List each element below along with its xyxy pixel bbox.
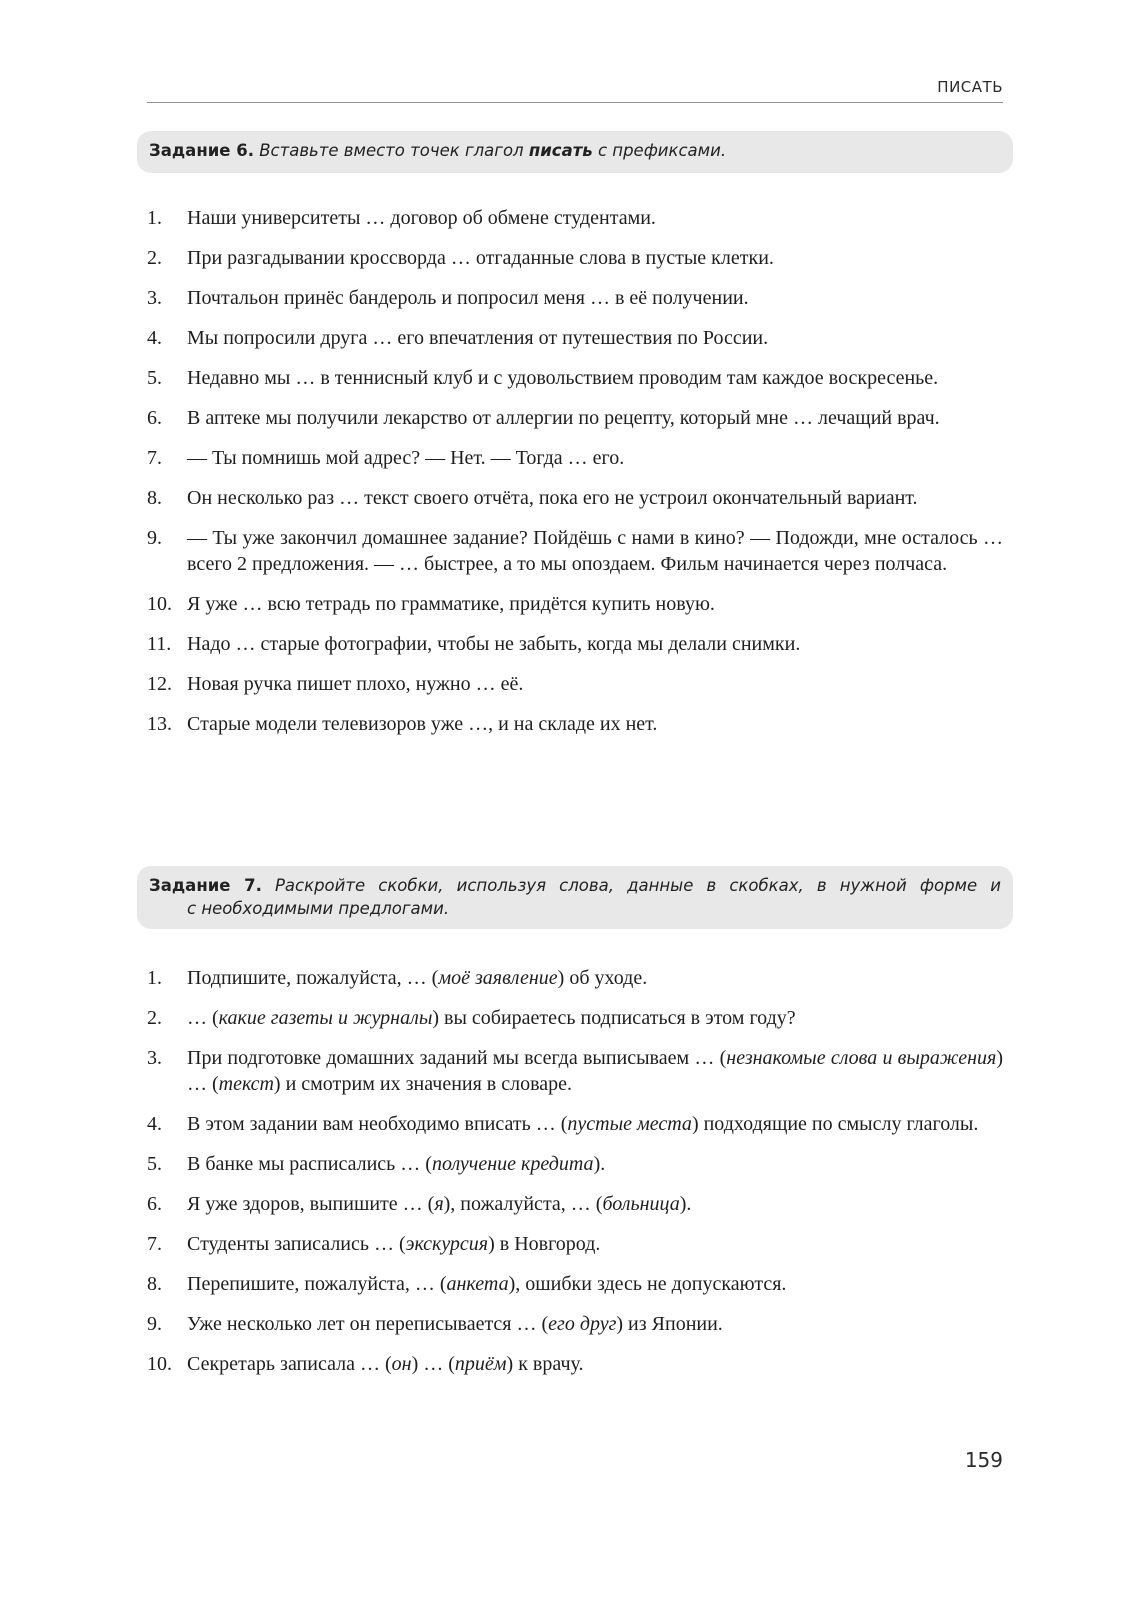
bracket-word: больница <box>602 1193 680 1215</box>
text-fragment: ), пожалуйста, … ( <box>443 1193 603 1215</box>
text-fragment: ) и смотрим их значения в словаре. <box>273 1073 573 1095</box>
item-text: При разгадывании кроссворда … отгаданные слова в пустые клетки. <box>187 247 774 269</box>
task-6-instruction: Вставьте вместо точек глагол писать с префиксами. <box>259 141 727 160</box>
list-item <box>147 1005 1003 1031</box>
text-fragment: ). <box>679 1193 692 1215</box>
item-text <box>187 1231 1003 1257</box>
item-number: 12. <box>147 673 172 695</box>
running-title: ПИСАТЬ <box>937 78 1003 96</box>
page-header <box>147 76 1003 103</box>
item-text: Он несколько раз … текст своего отчёта, пока его не устроил окончательный вариант. <box>187 487 918 509</box>
item-number: 5. <box>147 367 162 389</box>
task-6-list <box>147 205 1003 751</box>
bracket-word: его друг <box>548 1313 617 1335</box>
list-item <box>147 325 1003 351</box>
text-fragment: Уже несколько лет он переписывается … ( <box>187 1313 549 1335</box>
text-fragment: ) к врачу. <box>506 1353 584 1375</box>
item-text <box>187 1271 1003 1297</box>
list-item <box>147 1191 1003 1217</box>
item-text: Надо … старые фотографии, чтобы не забыть, когда мы делали снимки. <box>187 633 801 655</box>
list-item <box>147 445 1003 471</box>
text-fragment: Секретарь записала … ( <box>187 1353 392 1375</box>
text-fragment: Я уже здоров, выпишите … ( <box>187 1193 435 1215</box>
item-number: 6. <box>147 1193 162 1215</box>
list-item <box>147 1351 1003 1377</box>
text-fragment: При подготовке домашних заданий мы всегда выписываем … ( <box>187 1047 727 1069</box>
item-number: 5. <box>147 1153 162 1175</box>
text-fragment: Перепишите, пожалуйста, … ( <box>187 1273 447 1295</box>
bracket-word: я <box>434 1193 444 1215</box>
item-number: 9. <box>147 1313 162 1335</box>
text-fragment: ) … ( <box>187 1047 1004 1095</box>
list-item <box>147 1111 1003 1137</box>
bracket-word: пустые места <box>567 1113 692 1135</box>
item-number: 8. <box>147 487 162 509</box>
item-number: 3. <box>147 1047 162 1069</box>
item-number: 10. <box>147 1353 172 1375</box>
text-fragment: … ( <box>187 1007 219 1029</box>
list-item <box>147 1231 1003 1257</box>
item-text <box>187 1111 1003 1137</box>
bracket-word: какие газеты и журналы <box>218 1007 433 1029</box>
item-text <box>187 1151 1003 1177</box>
text-fragment: Подпишите, пожалуйста, … ( <box>187 967 439 989</box>
item-number: 10. <box>147 593 172 615</box>
text-fragment: ), ошибки здесь не допускаются. <box>508 1273 787 1295</box>
item-text: Я уже … всю тетрадь по грамматике, придётся купить новую. <box>187 593 715 615</box>
text-fragment: В банке мы расписались … ( <box>187 1153 432 1175</box>
list-item <box>147 405 1003 431</box>
item-number: 9. <box>147 527 162 549</box>
text-fragment: ) вы собираетесь подписаться в этом году? <box>432 1007 796 1029</box>
text-fragment: В этом задании вам необходимо вписать … ( <box>187 1113 568 1135</box>
bracket-word: приём <box>454 1353 507 1375</box>
item-number: 2. <box>147 1007 162 1029</box>
item-text: Новая ручка пишет плохо, нужно … её. <box>187 673 524 695</box>
text-fragment: Студенты записались … ( <box>187 1233 406 1255</box>
item-number: 6. <box>147 407 162 429</box>
list-item <box>147 245 1003 271</box>
task-7-instruction-line2: с необходимыми предлогами. <box>187 899 450 918</box>
text-fragment: ). <box>593 1153 606 1175</box>
text-fragment: ) об уходе. <box>557 967 648 989</box>
task-6-box <box>137 131 1013 173</box>
item-text <box>187 1005 1003 1031</box>
bracket-word: анкета <box>446 1273 509 1295</box>
item-text: В аптеке мы получили лекарство от аллергии по рецепту, который мне … лечащий врач. <box>187 407 940 429</box>
bracket-word: экскурсия <box>405 1233 489 1255</box>
text-fragment: ) в Новгород. <box>488 1233 601 1255</box>
page-number: 159 <box>964 1448 1003 1472</box>
item-text: Наши университеты … договор об обмене студентами. <box>187 207 656 229</box>
item-number: 13. <box>147 713 172 735</box>
bracket-word: он <box>391 1353 412 1375</box>
list-item <box>147 1311 1003 1337</box>
list-item <box>147 671 1003 697</box>
list-item <box>147 525 1003 577</box>
item-number: 4. <box>147 327 162 349</box>
task-7-instruction-line1: Задание 7. Раскройте скобки, используя слова, данные в скобках, в нужной форме и <box>149 876 1001 895</box>
item-text <box>187 1191 1003 1217</box>
item-number: 11. <box>147 633 172 655</box>
list-item <box>147 285 1003 311</box>
bracket-word: незнакомые слова и выражения <box>726 1047 997 1069</box>
text-fragment: ) из Японии. <box>616 1313 723 1335</box>
list-item <box>147 205 1003 231</box>
list-item <box>147 1045 1003 1097</box>
bracket-word: моё заявление <box>438 967 558 989</box>
item-number: 1. <box>147 207 162 229</box>
list-item <box>147 1151 1003 1177</box>
item-number: 4. <box>147 1113 162 1135</box>
item-text: — Ты уже закончил домашнее задание? Пойдёшь с нами в кино? — Подожди, мне осталось … всего 2 предложения. — … быстрее, а то мы опоздаем. Фильм начинается через полчаса. <box>187 527 1003 575</box>
list-item <box>147 591 1003 617</box>
item-text <box>187 1045 1003 1097</box>
bracket-word: получение кредита <box>431 1153 594 1175</box>
text-fragment: ) подходящие по смыслу глаголы. <box>691 1113 979 1135</box>
list-item <box>147 1271 1003 1297</box>
item-text <box>187 1351 1003 1377</box>
list-item <box>147 711 1003 737</box>
list-item <box>147 631 1003 657</box>
text-fragment: ) … ( <box>411 1353 455 1375</box>
item-number: 7. <box>147 447 162 469</box>
item-text: Почтальон принёс бандероль и попросил меня … в её получении. <box>187 287 749 309</box>
item-number: 3. <box>147 287 162 309</box>
item-number: 7. <box>147 1233 162 1255</box>
list-item <box>147 965 1003 991</box>
item-text <box>187 1311 1003 1337</box>
item-text: Недавно мы … в теннисный клуб и с удовольствием проводим там каждое воскресенье. <box>187 367 939 389</box>
item-text: — Ты помнишь мой адрес? — Нет. — Тогда … его. <box>187 447 625 469</box>
item-number: 1. <box>147 967 162 989</box>
list-item <box>147 485 1003 511</box>
list-item <box>147 365 1003 391</box>
item-text: Старые модели телевизоров уже …, и на складе их нет. <box>187 713 658 735</box>
bracket-word: текст <box>218 1073 274 1095</box>
item-text <box>187 965 1003 991</box>
item-number: 2. <box>147 247 162 269</box>
task-6-label: Задание 6. <box>149 141 254 160</box>
task-7-list <box>147 965 1003 1391</box>
item-text: Мы попросили друга … его впечатления от путешествия по России. <box>187 327 769 349</box>
item-number: 8. <box>147 1273 162 1295</box>
task-7-box <box>137 866 1013 929</box>
task-7-label: Задание 7. <box>149 876 262 895</box>
